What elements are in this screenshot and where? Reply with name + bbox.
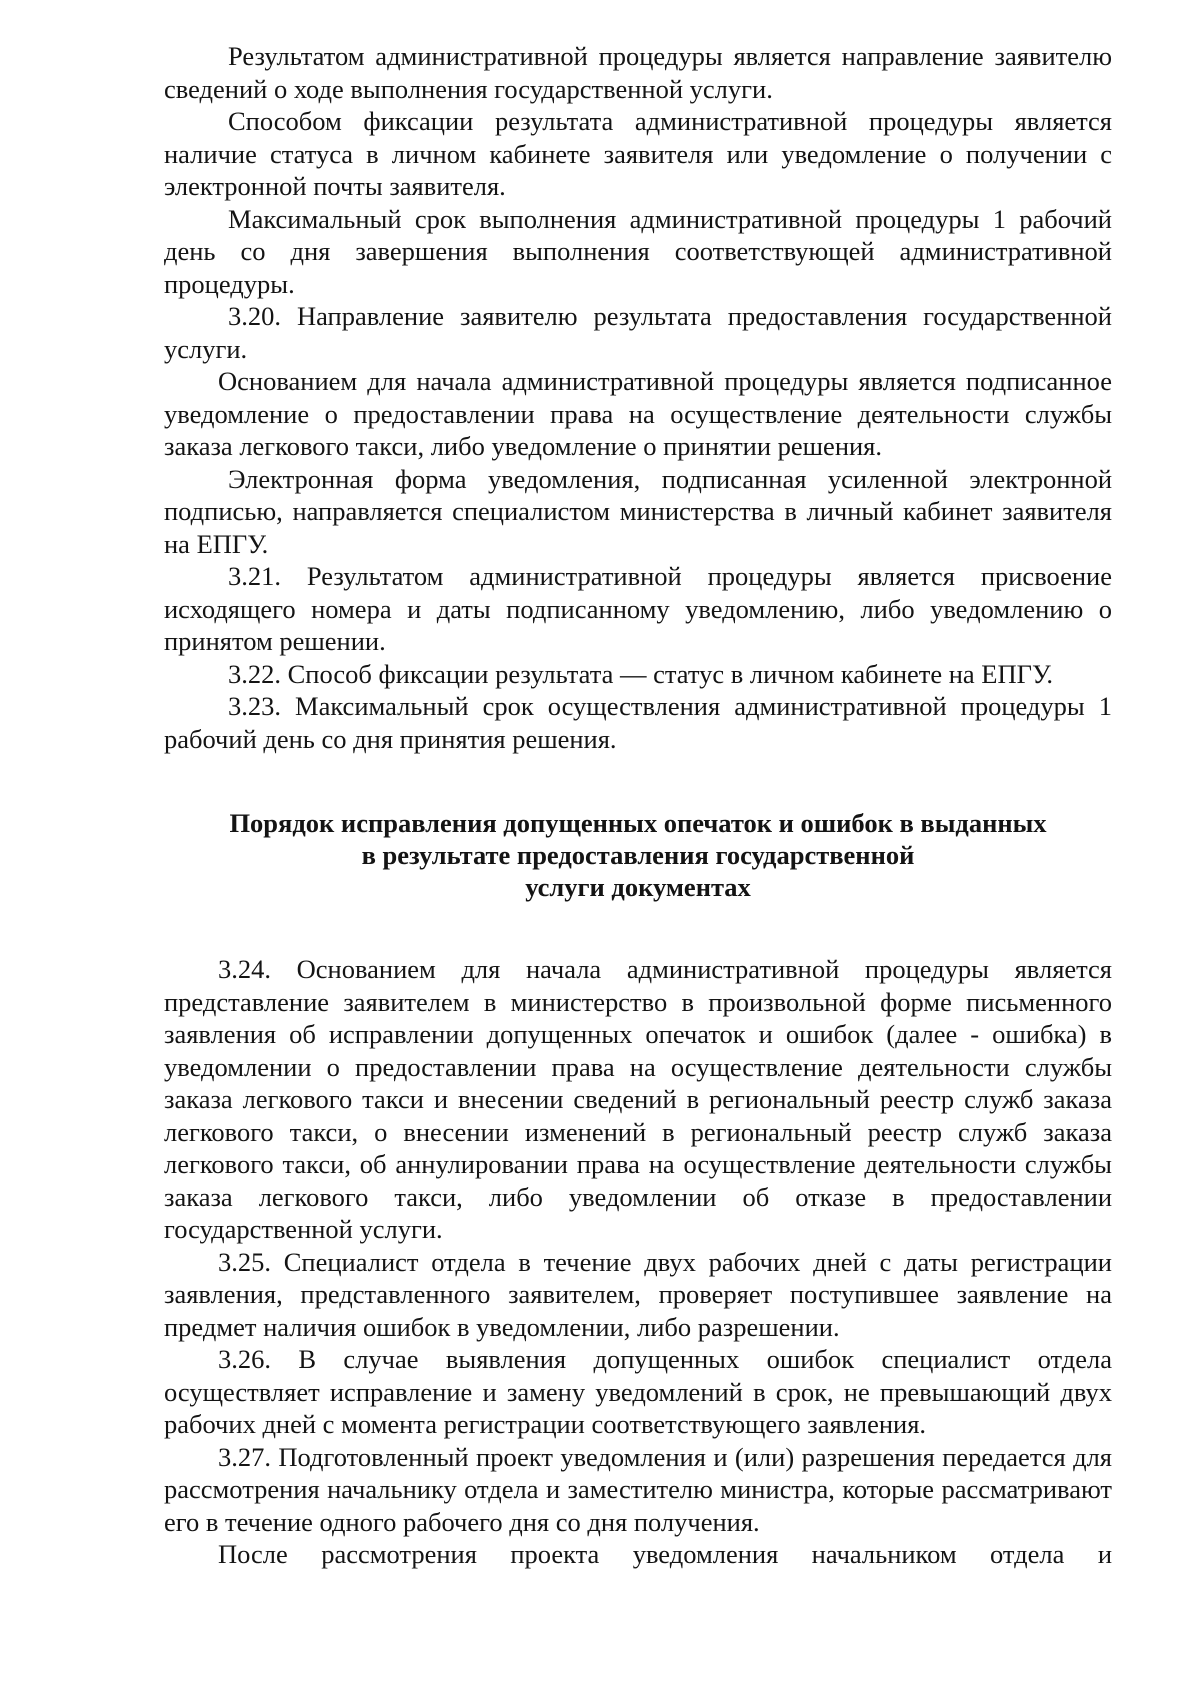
section-3-24-paragraph: 3.24. Основанием для начала административной процедуры является представление заявителем в министерство в произвольной форме письменного заявления об исправлении допущенных опечаток и ошибок (далее - ошибка) в уведомлении о предоставлении права на осуществление деятельности службы заказа легкового такси и внесении сведений в региональный реестр служб заказа легкового такси, о внесении изменений в региональный реестр служб заказа легкового такси, об аннулировании права на осуществление деятельности службы заказа легкового такси, либо уведомлении об отказе в предоставлении государственной услуги. (164, 954, 1112, 1244)
section-3-26-paragraph: 3.26. В случае выявления допущенных ошибок специалист отдела осуществляет исправление и замену уведомлений в срок, не превышающий двух рабочих дней с момента регистрации соответствующего заявления. (164, 1344, 1112, 1439)
section-3-22-paragraph: 3.22. Способ фиксации результата — статус в личном кабинете на ЕПГУ. (228, 658, 1054, 689)
section-3-23-paragraph: 3.23. Максимальный срок осуществления административной процедуры 1 рабочий день со дня принятия решения. (164, 691, 1112, 754)
paragraph: После рассмотрения проекта уведомления начальником отдела и (218, 1539, 1112, 1569)
section-heading (164, 807, 1112, 903)
section-3-21-paragraph: 3.21. Результатом административной процедуры является присвоение исходящего номера и даты подписанному уведомлению, либо уведомлению о принятом решении. (164, 561, 1112, 656)
paragraph: Электронная форма уведомления, подписанная усиленной электронной подписью, направляется специалистом министерства в личный кабинет заявителя на ЕПГУ. (164, 463, 1112, 559)
paragraph: Максимальный срок выполнения административной процедуры 1 рабочий день со дня завершения выполнения соответствующей административной процедуры. (164, 203, 1112, 299)
section-3-20-paragraph: 3.20. Направление заявителю результата предоставления государственной услуги. (164, 301, 1112, 364)
section-3-25-paragraph: 3.25. Специалист отдела в течение двух рабочих дней с даты регистрации заявления, представленного заявителем, проверяет поступившее заявление на предмет наличия ошибок в уведомлении, либо разрешении. (164, 1246, 1112, 1342)
heading-line: Порядок исправления допущенных опечаток и ошибок в выданных (229, 808, 1047, 838)
document-page (164, 40, 1112, 1571)
paragraph: Способом фиксации результата административной процедуры является наличие статуса в личном кабинете заявителя или уведомление о получении с электронной почты заявителя. (164, 106, 1112, 201)
paragraph: Результатом административной процедуры является направление заявителю сведений о ходе выполнения государственной услуги. (164, 41, 1112, 104)
heading-line: в результате предоставления государственной (361, 840, 915, 870)
paragraph: Основанием для начала административной процедуры является подписанное уведомление о предоставлении права на осуществление деятельности службы заказа легкового такси, либо уведомление о принятии решения. (164, 366, 1112, 461)
heading-line: услуги документах (525, 872, 751, 902)
section-3-27-paragraph: 3.27. Подготовленный проект уведомления и (или) разрешения передается для рассмотрения начальнику отдела и заместителю министра, которые рассматривают его в течение одного рабочего дня со дня получения. (164, 1441, 1112, 1537)
